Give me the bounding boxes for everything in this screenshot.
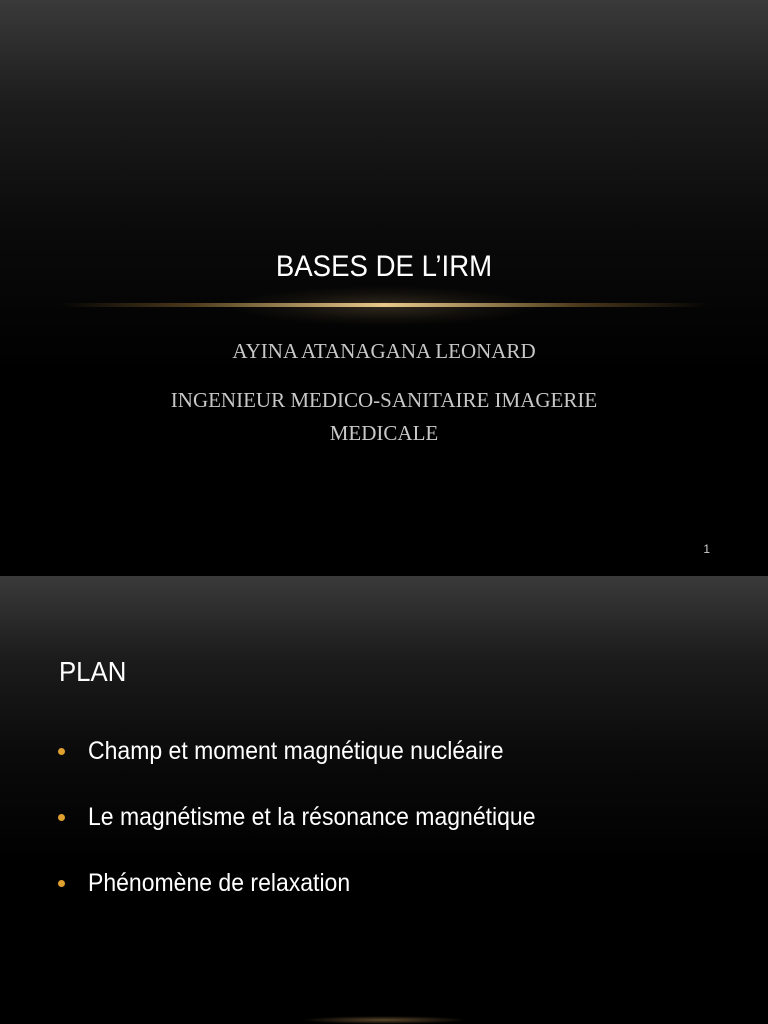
bullet-icon — [58, 748, 65, 755]
bullet-text: Le magnétisme et la résonance magnétique — [88, 802, 536, 831]
bottom-glow — [300, 1016, 468, 1024]
author-name: AYINA ATANAGANA LEONARD — [232, 339, 536, 363]
slide-number: 1 — [703, 542, 710, 556]
bullet-text: Phénomène de relaxation — [88, 868, 351, 897]
list-item — [58, 734, 574, 768]
divider-line — [60, 303, 708, 307]
plan-title: PLAN — [59, 656, 127, 687]
slide-title: BASES DE L’IRM — [275, 250, 493, 283]
list-item — [58, 800, 574, 834]
bullet-icon — [58, 880, 65, 887]
list-item — [58, 866, 574, 900]
plan-slide — [0, 576, 768, 1024]
author-role: INGENIEUR MEDICO-SANITAIRE IMAGERIE MEDICALE — [170, 388, 598, 445]
bullet-list — [58, 734, 574, 932]
bullet-icon — [58, 814, 65, 821]
bullet-text: Champ et moment magnétique nucléaire — [88, 736, 504, 765]
